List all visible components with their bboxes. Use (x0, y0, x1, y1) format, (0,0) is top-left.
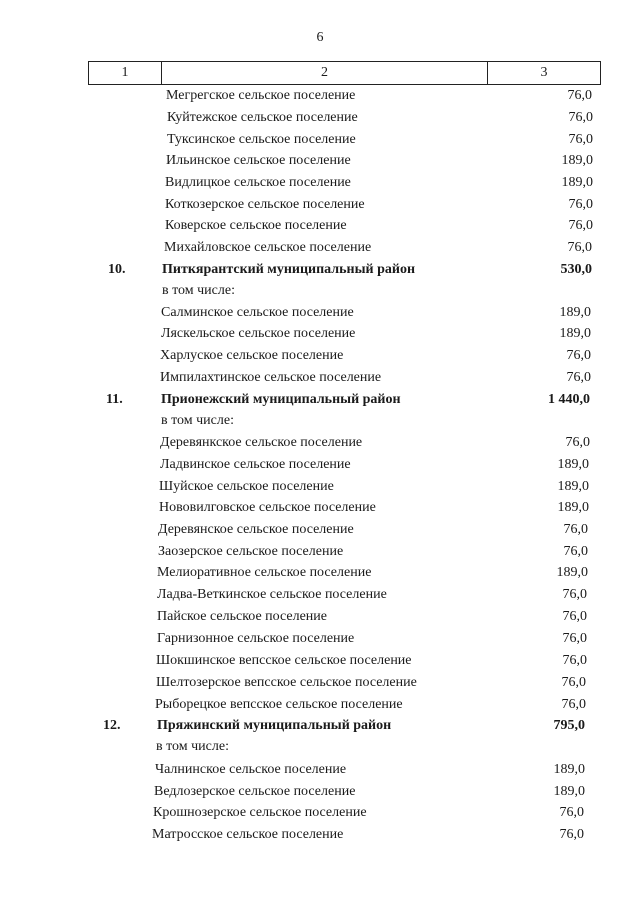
amount-value: 76,0 (559, 827, 584, 842)
amount-value: 189,0 (553, 762, 585, 777)
table-row (0, 324, 640, 344)
district-name: Прионежский муниципальный район (161, 392, 401, 407)
district-name: Пряжинский муниципальный район (157, 718, 392, 733)
settlement-name: Мегрегское сельское поселение (166, 88, 356, 103)
table-row (0, 760, 640, 780)
amount-value: 189,0 (559, 326, 591, 341)
table-header-col2: 2 (161, 61, 488, 85)
table-row (0, 673, 640, 693)
amount-value: 76,0 (559, 805, 584, 820)
amount-value: 76,0 (561, 675, 586, 690)
settlement-name: Пайское сельское поселение (157, 609, 328, 624)
table-header-col1: 1 (88, 61, 162, 85)
table-row (0, 346, 640, 366)
row-number: 12. (103, 718, 121, 733)
settlement-name: Видлицкое сельское поселение (165, 175, 351, 190)
table-row (0, 411, 640, 431)
amount-value: 530,0 (560, 262, 592, 277)
settlement-name: Чалнинское сельское поселение (155, 762, 347, 777)
amount-value: 76,0 (567, 88, 592, 103)
settlement-name: Гарнизонное сельское поселение (157, 631, 355, 646)
table-row (0, 585, 640, 605)
table-row (0, 108, 640, 128)
settlement-name: Деревянское сельское поселение (158, 522, 354, 537)
settlement-name: Импилахтинское сельское поселение (160, 370, 382, 385)
settlement-name: Куйтежское сельское поселение (167, 110, 358, 125)
amount-value: 76,0 (567, 240, 592, 255)
table-row (0, 390, 640, 410)
table-row (0, 216, 640, 236)
table-row (0, 782, 640, 802)
amount-value: 76,0 (563, 522, 588, 537)
settlement-name: Харлуское сельское поселение (160, 348, 344, 363)
amount-value: 76,0 (565, 435, 590, 450)
table-row (0, 825, 640, 845)
amount-value: 189,0 (557, 457, 589, 472)
table-row (0, 629, 640, 649)
amount-value: 189,0 (557, 500, 589, 515)
table-header-col3: 3 (487, 61, 601, 85)
amount-value: 795,0 (553, 718, 585, 733)
table-row (0, 281, 640, 301)
amount-value: 189,0 (557, 479, 589, 494)
amount-value: 76,0 (561, 697, 586, 712)
settlement-name: Заозерское сельское поселение (158, 544, 344, 559)
amount-value: 76,0 (568, 197, 593, 212)
table-row (0, 520, 640, 540)
table-row (0, 651, 640, 671)
table-row (0, 173, 640, 193)
amount-value: 76,0 (562, 609, 587, 624)
table-row (0, 86, 640, 106)
district-name: Питкярантский муниципальный район (162, 262, 416, 277)
settlement-name: Коткозерское сельское поселение (165, 197, 365, 212)
amount-value: 76,0 (562, 631, 587, 646)
settlement-name: Ильинское сельское поселение (166, 153, 351, 168)
table-row (0, 607, 640, 627)
settlement-name: Туксинское сельское поселение (167, 132, 356, 147)
amount-value: 189,0 (561, 175, 593, 190)
settlement-name: в том числе: (162, 283, 235, 298)
amount-value: 189,0 (553, 784, 585, 799)
amount-value: 189,0 (561, 153, 593, 168)
settlement-name: Ведлозерское сельское поселение (154, 784, 356, 799)
table-row (0, 563, 640, 583)
row-number: 11. (106, 392, 123, 407)
table-row (0, 368, 640, 388)
settlement-name: Ладва-Веткинское сельское поселение (157, 587, 387, 602)
settlement-name: Салминское сельское поселение (161, 305, 354, 320)
settlement-name: Мелиоративное сельское поселение (157, 565, 372, 580)
settlement-name: Крошнозерское сельское поселение (153, 805, 367, 820)
amount-value: 76,0 (568, 110, 593, 125)
table-row (0, 151, 640, 171)
amount-value: 76,0 (568, 132, 593, 147)
table-row (0, 195, 640, 215)
table-row (0, 716, 640, 736)
amount-value: 76,0 (562, 653, 587, 668)
table-row (0, 542, 640, 562)
settlement-name: Шелтозерское вепсское сельское поселение (156, 675, 417, 690)
table-row (0, 238, 640, 258)
settlement-name: Шуйское сельское поселение (159, 479, 334, 494)
table-row (0, 303, 640, 323)
settlement-name: Шокшинское вепсское сельское поселение (156, 653, 412, 668)
table-row (0, 455, 640, 475)
settlement-name: Ляскельское сельское поселение (161, 326, 356, 341)
table-row (0, 433, 640, 453)
table-row (0, 737, 640, 757)
settlement-name: Нововилговское сельское поселение (159, 500, 376, 515)
settlement-name: Матросское сельское поселение (152, 827, 344, 842)
table-row (0, 130, 640, 150)
settlement-name: Коверское сельское поселение (165, 218, 347, 233)
table-row (0, 260, 640, 280)
settlement-name: Рыборецкое вепсское сельское поселение (155, 697, 403, 712)
table-row (0, 498, 640, 518)
settlement-name: Деревянкское сельское поселение (160, 435, 363, 450)
amount-value: 189,0 (559, 305, 591, 320)
amount-value: 76,0 (566, 370, 591, 385)
settlement-name: в том числе: (156, 739, 229, 754)
table-row (0, 477, 640, 497)
amount-value: 76,0 (566, 348, 591, 363)
page-number: 6 (316, 30, 324, 45)
settlement-name: Михайловское сельское поселение (164, 240, 372, 255)
amount-value: 76,0 (568, 218, 593, 233)
amount-value: 76,0 (563, 544, 588, 559)
settlement-name: в том числе: (161, 413, 234, 428)
settlement-name: Ладвинское сельское поселение (160, 457, 351, 472)
amount-value: 76,0 (562, 587, 587, 602)
amount-value: 189,0 (556, 565, 588, 580)
table-row (0, 803, 640, 823)
amount-value: 1 440,0 (548, 392, 590, 407)
row-number: 10. (108, 262, 126, 277)
table-row (0, 695, 640, 715)
